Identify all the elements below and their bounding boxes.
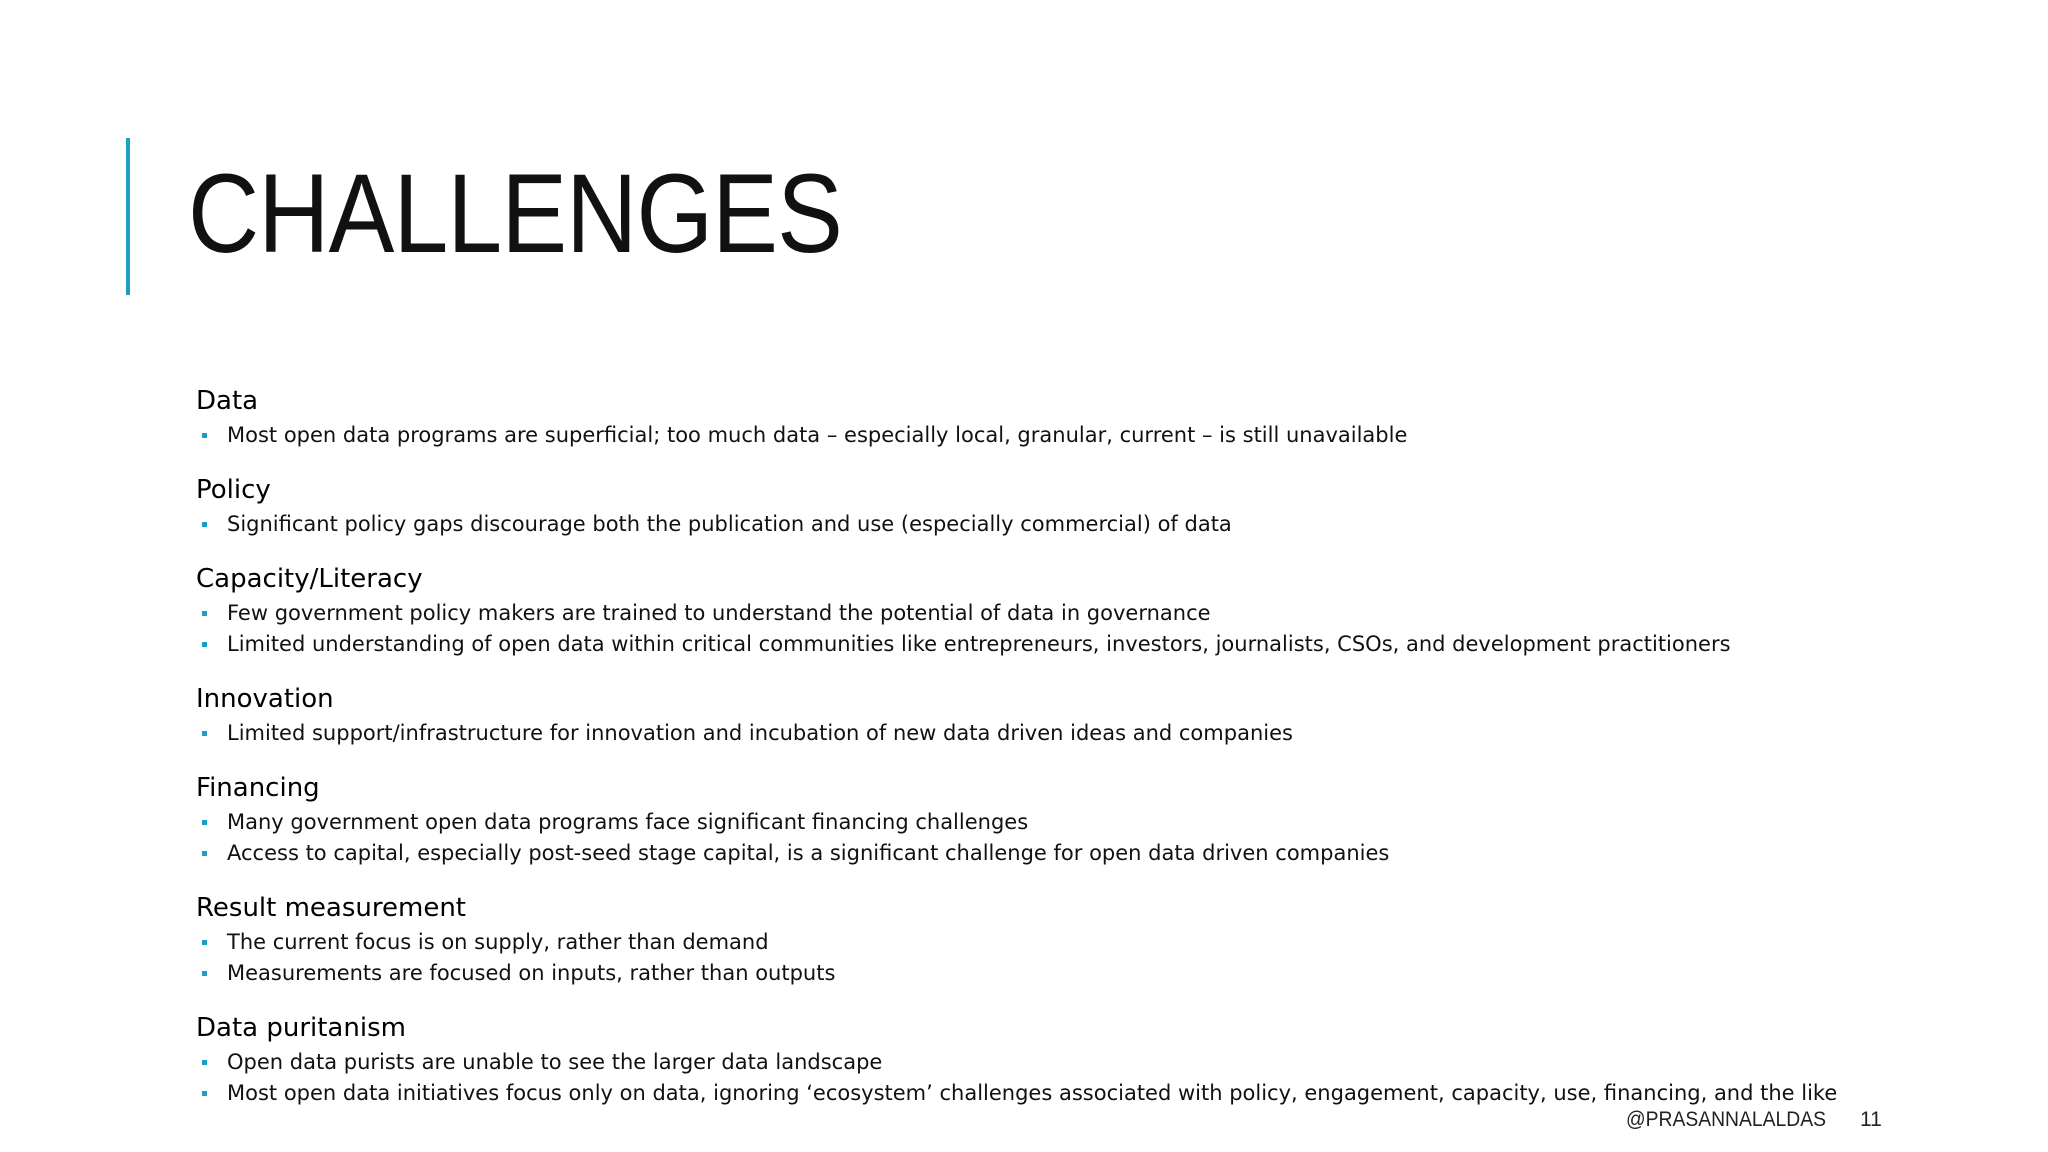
bullet-list [196, 420, 1896, 451]
bullet-item [196, 420, 1896, 451]
bullet-item [196, 1047, 1896, 1078]
bullet-marker-icon [202, 971, 207, 976]
section-data [196, 382, 1896, 451]
bullet-marker-icon [202, 851, 207, 856]
bullet-text: Few government policy makers are trained to understand the potential of data in governance [227, 601, 1211, 625]
bullet-marker-icon [202, 642, 207, 647]
section-result-measurement [196, 889, 1896, 989]
section-heading: Financing [196, 773, 320, 803]
bullet-marker-icon [202, 1091, 207, 1096]
section-heading: Innovation [196, 684, 334, 714]
bullet-marker-icon [202, 731, 207, 736]
bullet-item [196, 629, 1896, 660]
section-heading: Policy [196, 475, 271, 505]
section-heading: Data [196, 386, 259, 416]
page-number: 11 [1860, 1108, 1882, 1131]
bullet-item [196, 958, 1896, 989]
bullet-text: Most open data programs are superficial; too much data – especially local, granular, current – is still unavailable [227, 423, 1408, 447]
section-innovation [196, 680, 1896, 749]
section-heading: Result measurement [196, 893, 466, 923]
footer-handle: @PRASANNALALDAS [1626, 1108, 1827, 1131]
bullet-list [196, 598, 1896, 660]
slide-content [196, 382, 1896, 1129]
bullet-item [196, 927, 1896, 958]
bullet-list [196, 927, 1896, 989]
bullet-text: The current focus is on supply, rather than demand [227, 930, 769, 954]
bullet-marker-icon [202, 1060, 207, 1065]
bullet-marker-icon [202, 433, 207, 438]
section-policy [196, 471, 1896, 540]
bullet-text: Limited understanding of open data within critical communities like entrepreneurs, investors, journalists, CSOs, and development practitioners [227, 632, 1731, 656]
bullet-text: Measurements are focused on inputs, rather than outputs [227, 961, 836, 985]
bullet-marker-icon [202, 611, 207, 616]
bullet-item [196, 598, 1896, 629]
bullet-text: Most open data initiatives focus only on data, ignoring ‘ecosystem’ challenges associated with policy, engagement, capacity, use, financing, and the like [227, 1081, 1838, 1105]
bullet-marker-icon [202, 820, 207, 825]
bullet-list [196, 1047, 1896, 1109]
bullet-text: Significant policy gaps discourage both the publication and use (especially commercial) of data [227, 512, 1232, 536]
section-heading: Capacity/Literacy [196, 564, 423, 594]
bullet-text: Limited support/infrastructure for innovation and incubation of new data driven ideas and companies [227, 721, 1293, 745]
bullet-marker-icon [202, 940, 207, 945]
bullet-item [196, 718, 1896, 749]
bullet-marker-icon [202, 522, 207, 527]
section-data-puritanism [196, 1009, 1896, 1109]
bullet-item [196, 509, 1896, 540]
bullet-text: Open data purists are unable to see the larger data landscape [227, 1050, 883, 1074]
bullet-list [196, 718, 1896, 749]
title-accent-bar [126, 138, 130, 295]
section-heading: Data puritanism [196, 1013, 406, 1043]
bullet-list [196, 509, 1896, 540]
bullet-item [196, 1078, 1896, 1109]
section-financing [196, 769, 1896, 869]
section-capacity-literacy [196, 560, 1896, 660]
bullet-text: Access to capital, especially post-seed stage capital, is a significant challenge for open data driven companies [227, 841, 1390, 865]
bullet-item [196, 838, 1896, 869]
bullet-list [196, 807, 1896, 869]
bullet-text: Many government open data programs face significant financing challenges [227, 810, 1029, 834]
slide-title: CHALLENGES [188, 151, 842, 276]
bullet-item [196, 807, 1896, 838]
